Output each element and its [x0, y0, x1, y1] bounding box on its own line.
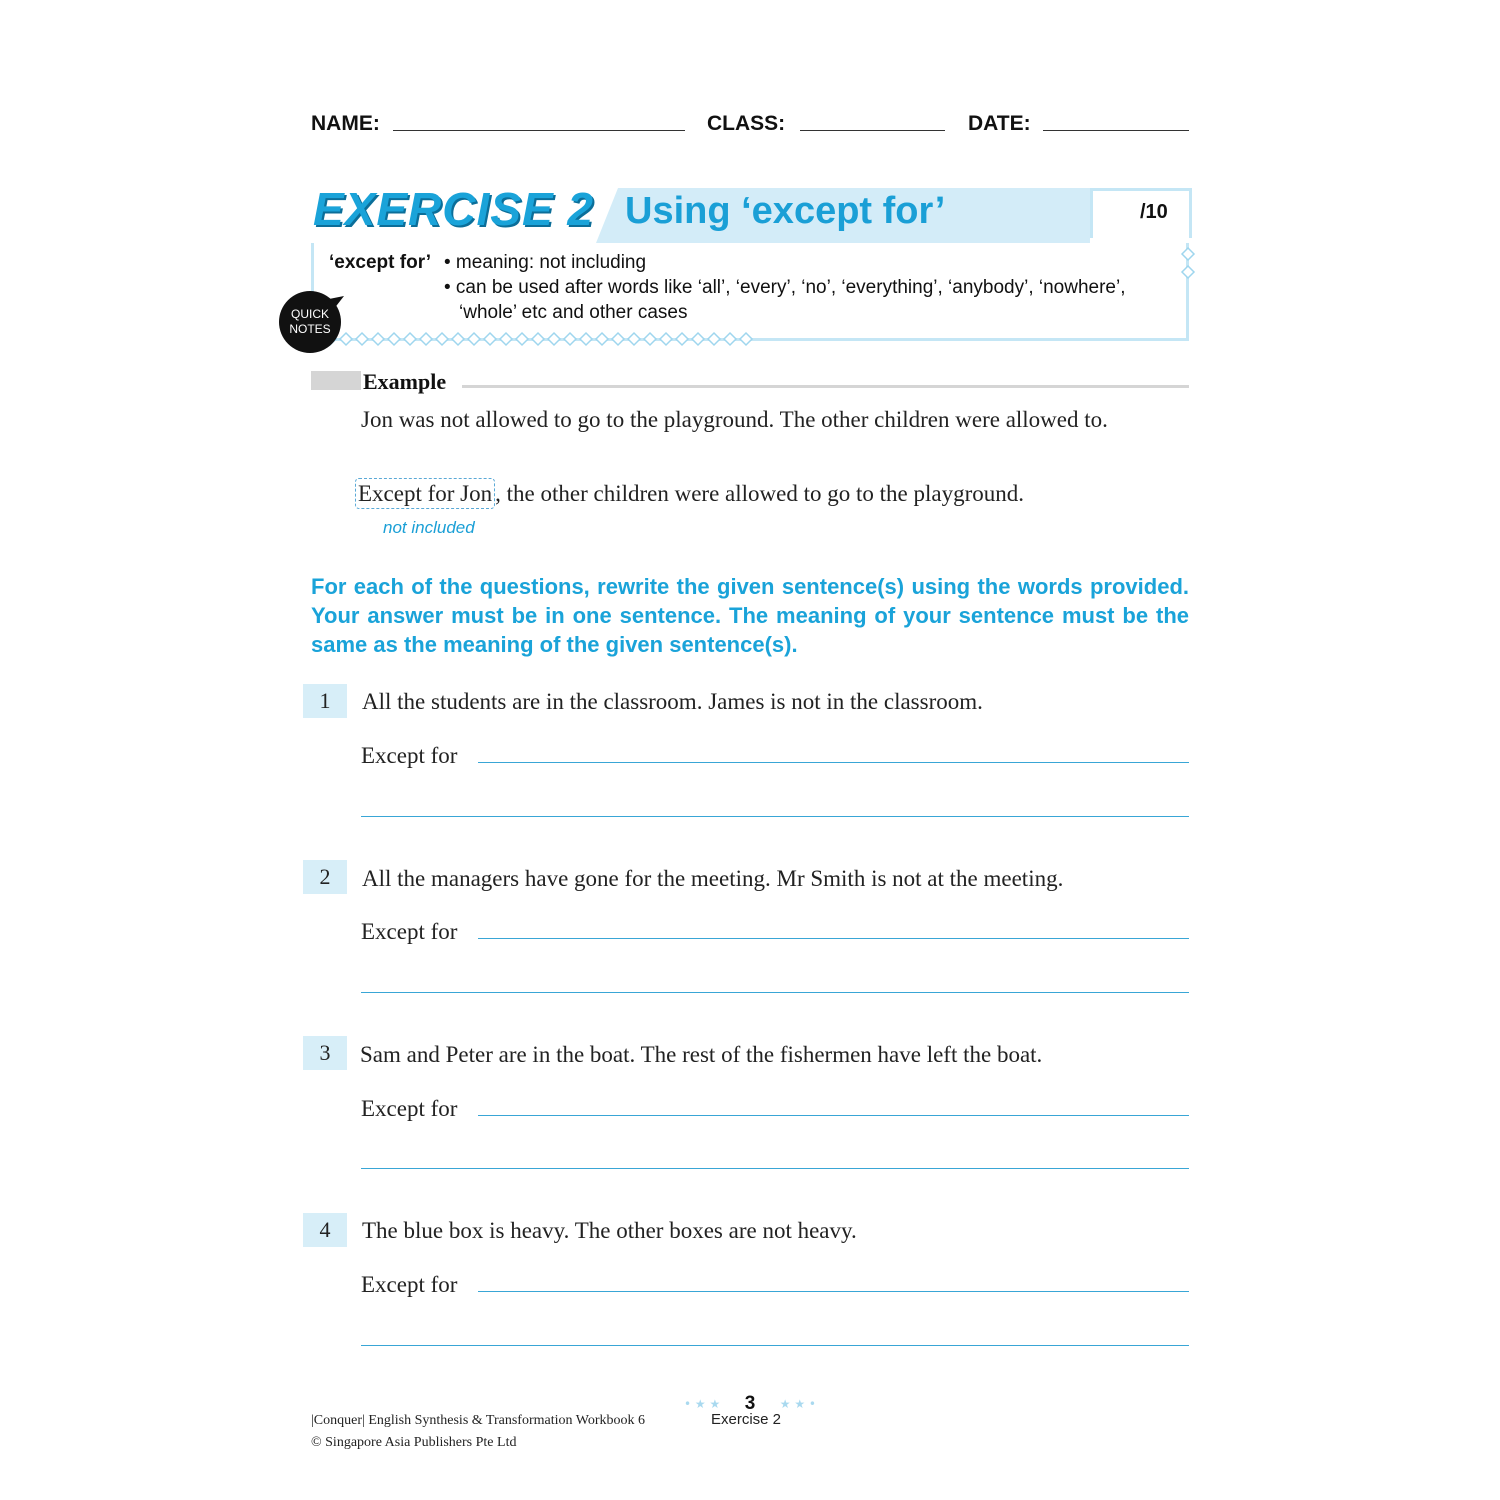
answer-line-2[interactable]: [361, 816, 1189, 817]
diamond-icon: [340, 333, 352, 345]
diamond-icon: [548, 333, 560, 345]
notes-bullet-2-cont: ‘whole’ etc and other cases: [459, 302, 688, 323]
question-text: The blue box is heavy. The other boxes are not heavy.: [362, 1218, 857, 1243]
star-right-icon: ★ ★ •: [779, 1397, 816, 1411]
question-number: 3: [303, 1036, 347, 1070]
answer-line-1[interactable]: [478, 938, 1189, 939]
answer-line-1[interactable]: [478, 1115, 1189, 1116]
diamond-icon: [516, 333, 528, 345]
example-given: Jon was not allowed to go to the playground. The other children were allowed to.: [361, 407, 1108, 432]
answer-line-1[interactable]: [478, 762, 1189, 763]
question-number: 1: [303, 684, 347, 718]
copyright: © Singapore Asia Publishers Pte Ltd: [311, 1435, 517, 1450]
name-label: NAME:: [311, 112, 380, 135]
diamond-icon: [628, 333, 640, 345]
question-text: All the students are in the classroom. James is not in the classroom.: [362, 689, 983, 714]
answer-line-1[interactable]: [478, 1291, 1189, 1292]
star-left-icon: • ★ ★: [684, 1397, 721, 1411]
example-heading-bar: [311, 371, 361, 390]
notes-bullet-1: • meaning: not including: [444, 252, 647, 273]
diamond-icon: [708, 333, 720, 345]
exercise-label: EXERCISE 2: [313, 183, 594, 235]
example-answer-rest: , the other children were allowed to go to the playground.: [495, 481, 1024, 506]
diamond-icon: [724, 333, 736, 345]
answer-line-2[interactable]: [361, 1345, 1189, 1346]
diamond-icon: [612, 333, 624, 345]
name-field[interactable]: [393, 130, 685, 131]
diamond-icon: [500, 333, 512, 345]
diamond-icon: [692, 333, 704, 345]
notes-bullet-2: • can be used after words like ‘all’, ‘every’, ‘no’, ‘everything’, ‘anybody’, ‘nowhere’,: [444, 277, 1126, 298]
instructions: For each of the questions, rewrite the given sentence(s) using the words provided. Your answer must be in one sentence. The meaning of your sentence must be the same as the meaning of the given sentence(s).: [311, 574, 1189, 657]
example-note: not included: [383, 518, 475, 537]
badge-line-2: NOTES: [289, 322, 331, 336]
diamond-decoration-side: [1180, 246, 1196, 291]
example-answer-highlight: Except for Jon: [355, 478, 495, 509]
diamond-icon: [676, 333, 688, 345]
question-text: All the managers have gone for the meeting. Mr Smith is not at the meeting.: [362, 866, 1064, 891]
diamond-icon: [580, 333, 592, 345]
class-label: CLASS:: [707, 112, 786, 135]
diamond-decoration-bottom: [322, 331, 754, 352]
diamond-icon: [420, 333, 432, 345]
page-number: 3: [744, 1393, 756, 1414]
notes-term: ‘except for’: [329, 252, 432, 273]
example-divider: [462, 385, 1189, 388]
answer-prompt: Except for: [361, 1096, 458, 1121]
answer-prompt: Except for: [361, 1272, 458, 1297]
example-heading: Example: [363, 369, 447, 394]
diamond-icon: [644, 333, 656, 345]
exercise-title: Using ‘except for’: [625, 190, 946, 232]
diamond-icon: [484, 333, 496, 345]
diamond-icon: [388, 333, 400, 345]
diamond-icon: [532, 333, 544, 345]
diamond-icon: [596, 333, 608, 345]
question-number: 2: [303, 860, 347, 894]
date-label: DATE:: [968, 112, 1031, 135]
diamond-icon: [660, 333, 672, 345]
answer-prompt: Except for: [361, 743, 458, 768]
question-text: Sam and Peter are in the boat. The rest of the fishermen have left the boat.: [360, 1042, 1043, 1067]
question-number: 4: [303, 1213, 347, 1247]
diamond-icon: [740, 333, 752, 345]
diamond-icon: [564, 333, 576, 345]
answer-line-2[interactable]: [361, 992, 1189, 993]
date-field[interactable]: [1043, 130, 1189, 131]
badge-line-1: QUICK: [290, 307, 329, 321]
score-text: /10: [1140, 201, 1168, 223]
answer-prompt: Except for: [361, 919, 458, 944]
class-field[interactable]: [800, 130, 945, 131]
diamond-icon: [372, 333, 384, 345]
diamond-icon: [468, 333, 480, 345]
answer-line-2[interactable]: [361, 1168, 1189, 1169]
diamond-icon: [452, 333, 464, 345]
diamond-icon: [404, 333, 416, 345]
book-title: |Conquer| English Synthesis & Transformation Workbook 6: [311, 1413, 646, 1428]
page-section: Exercise 2: [711, 1411, 782, 1428]
speech-tail-icon: [324, 296, 346, 321]
example-answer: [358, 479, 1024, 509]
diamond-icon: [356, 333, 368, 345]
diamond-icon: [436, 333, 448, 345]
